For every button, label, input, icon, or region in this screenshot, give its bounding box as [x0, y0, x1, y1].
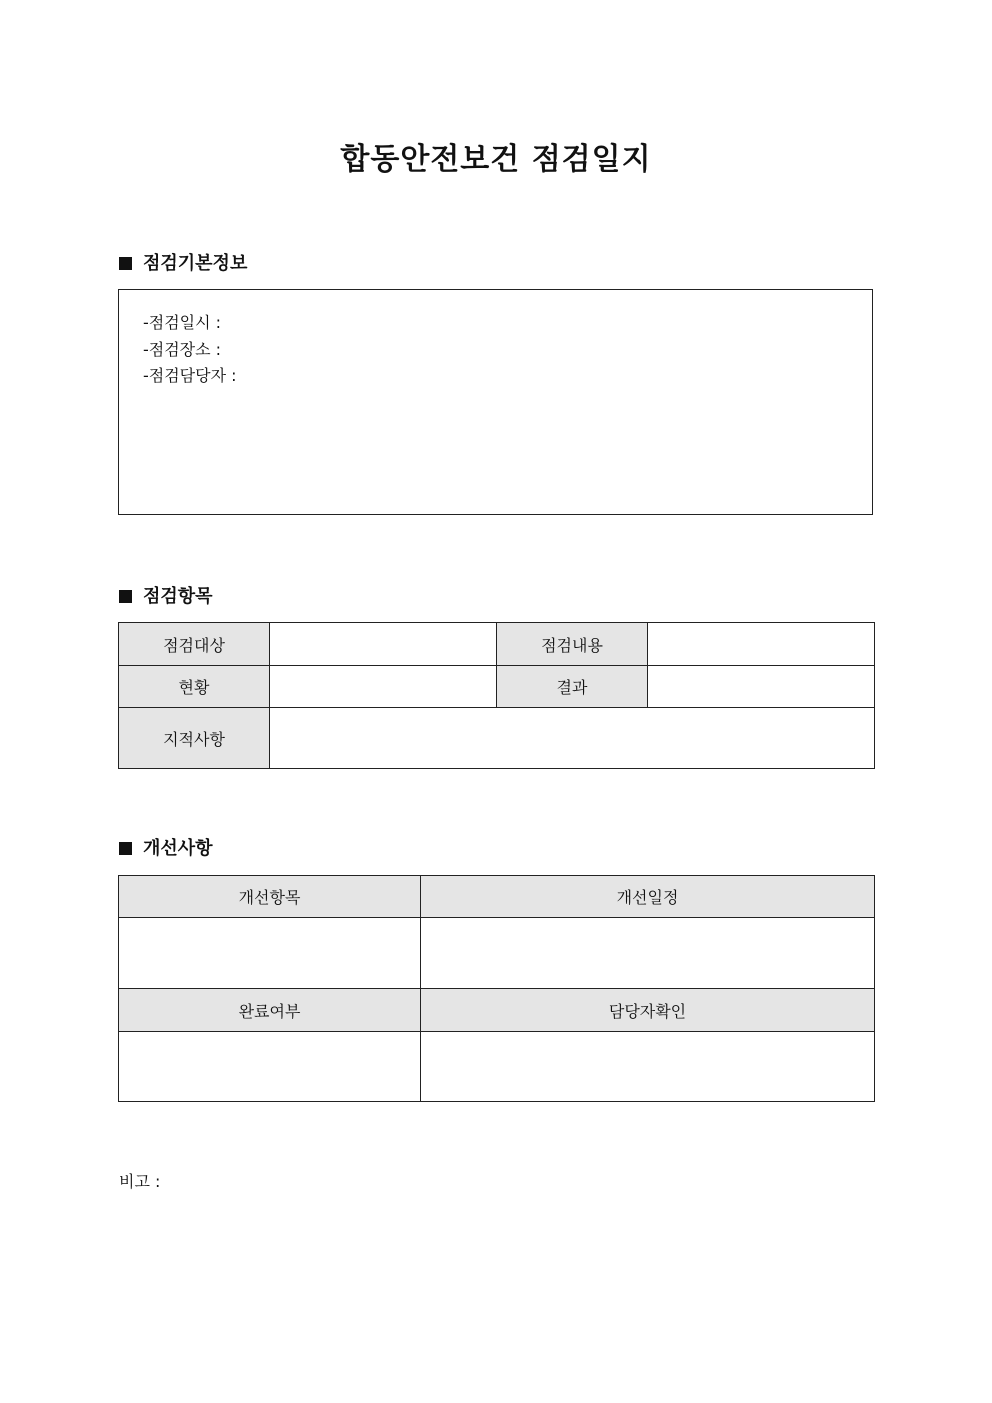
- document-title: 합동안전보건 점검일지: [340, 142, 652, 177]
- section-heading-label: 개선사항: [143, 838, 213, 859]
- square-bullet-icon: [119, 842, 132, 855]
- table-row: [119, 918, 875, 989]
- label-improvement-schedule: 개선일정: [421, 876, 875, 918]
- section-heading-inspection-items: [119, 586, 213, 608]
- square-bullet-icon: [119, 590, 132, 603]
- label-inspection-target: 점검대상: [119, 623, 270, 666]
- label-status: 현황: [119, 666, 270, 708]
- label-completion-status: 완료여부: [119, 989, 421, 1032]
- label-result: 결과: [497, 666, 648, 708]
- improvements-table: [118, 875, 875, 1102]
- inspection-items-table: [118, 622, 875, 769]
- field-status[interactable]: [270, 666, 497, 708]
- field-manager-check[interactable]: [421, 1032, 875, 1102]
- label-manager-check: 담당자확인: [421, 989, 875, 1032]
- section-heading-basic-info: [119, 253, 247, 275]
- basic-info-box[interactable]: [118, 289, 873, 515]
- table-row: [119, 708, 875, 769]
- field-findings[interactable]: [270, 708, 875, 769]
- remarks-label: 비고 :: [119, 1172, 161, 1191]
- section-heading-improvements: [119, 838, 213, 860]
- label-improvement-item: 개선항목: [119, 876, 421, 918]
- label-findings: 지적사항: [119, 708, 270, 769]
- inspection-location-line: -점검장소 :: [143, 339, 222, 359]
- field-result[interactable]: [648, 666, 875, 708]
- table-row: [119, 623, 875, 666]
- table-row: [119, 876, 875, 918]
- field-inspection-target[interactable]: [270, 623, 497, 666]
- table-row: [119, 989, 875, 1032]
- inspection-manager-line: -점검담당자 :: [143, 366, 237, 385]
- field-improvement-schedule[interactable]: [421, 918, 875, 989]
- square-bullet-icon: [119, 257, 132, 270]
- field-inspection-content[interactable]: [648, 623, 875, 666]
- table-row: [119, 1032, 875, 1102]
- inspection-datetime-line: -점검일시 :: [143, 313, 222, 332]
- section-heading-label: 점검항목: [143, 586, 213, 607]
- field-improvement-item[interactable]: [119, 918, 421, 989]
- field-completion-status[interactable]: [119, 1032, 421, 1102]
- section-heading-label: 점검기본정보: [143, 253, 248, 274]
- label-inspection-content: 점검내용: [497, 623, 648, 666]
- table-row: [119, 666, 875, 708]
